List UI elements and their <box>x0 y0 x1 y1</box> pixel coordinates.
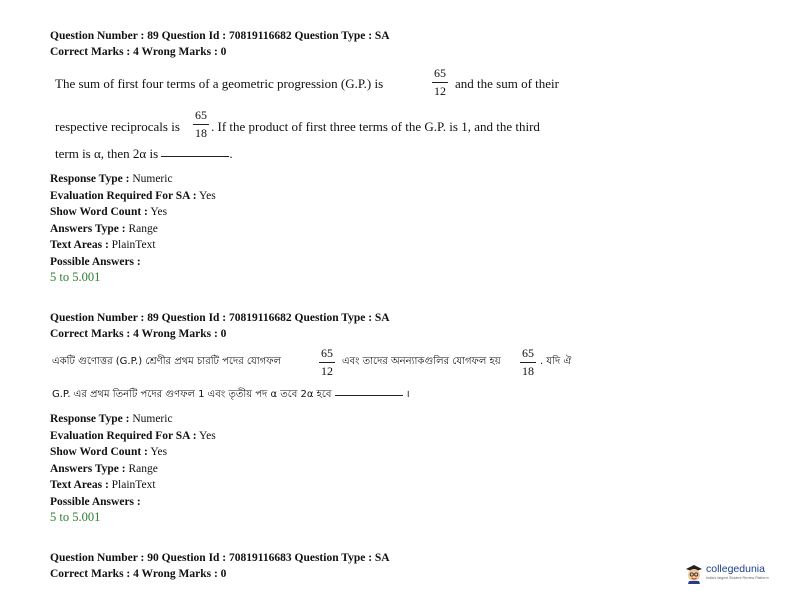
meta-row: Possible Answers : <box>50 495 141 508</box>
question-meta-line: Question Number : 89 Question Id : 70819116682 Question Type : SA <box>50 312 390 324</box>
question-text-line: এবং তাদের অনন্যাকগুলির যোগফল হয় <box>342 356 501 367</box>
answer-blank <box>335 394 403 396</box>
meta-row: Response Type : Numeric <box>50 413 173 425</box>
meta-row: Text Areas : PlainText <box>50 479 156 491</box>
question-header <box>50 28 390 60</box>
marks-line: Correct Marks : 4 Wrong Marks : 0 <box>50 328 227 340</box>
fraction: 65 12 <box>321 346 333 378</box>
logo-wordmark: collegedunia <box>706 563 765 575</box>
question-text-line: The sum of first four terms of a geometric progression (G.P.) is <box>55 76 384 91</box>
collegedunia-logo <box>684 560 784 590</box>
meta-row: Possible Answers : <box>50 255 141 268</box>
question-text-line: একটি গুণোত্তর (G.P.) শ্রেণীর প্রথম চারটি পদের যোগফল <box>52 356 281 367</box>
possible-answer: 5 to 5.001 <box>50 270 101 284</box>
question-text-line: respective reciprocals is <box>55 119 180 134</box>
logo-tagline: India's largest Student Review Platform <box>706 576 769 580</box>
mascot-icon <box>684 562 704 584</box>
fraction: 65 18 <box>522 346 534 378</box>
fraction: 65 12 <box>434 66 446 98</box>
question-header <box>50 550 390 582</box>
possible-answer: 5 to 5.001 <box>50 510 101 524</box>
meta-row: Show Word Count : Yes <box>50 206 168 218</box>
meta-row: Text Areas : PlainText <box>50 239 156 251</box>
meta-row: Evaluation Required For SA : Yes <box>50 429 216 442</box>
meta-row: Evaluation Required For SA : Yes <box>50 189 216 202</box>
question-text-line: term is α, then 2α is . <box>55 146 233 161</box>
meta-row: Answers Type : Range <box>50 462 158 475</box>
question-text-line: . If the product of first three terms of the G.P. is 1, and the third <box>211 119 540 134</box>
question-text-line: G.P. এর প্রথম তিনটি পদের গুণফল 1 এবং তৃতীয় পদ α তবে 2α হবে । <box>52 389 410 400</box>
question-header <box>50 310 390 342</box>
question-text-line: . যদি ঐ <box>540 356 572 367</box>
question-meta-line: Question Number : 90 Question Id : 70819116683 Question Type : SA <box>50 552 390 564</box>
marks-line: Correct Marks : 4 Wrong Marks : 0 <box>50 568 227 580</box>
answer-blank <box>161 155 229 157</box>
marks-line: Correct Marks : 4 Wrong Marks : 0 <box>50 46 227 58</box>
response-meta <box>50 411 216 510</box>
meta-row: Response Type : Numeric <box>50 173 173 185</box>
question-meta-line: Question Number : 89 Question Id : 70819116682 Question Type : SA <box>50 30 390 42</box>
meta-row: Show Word Count : Yes <box>50 446 168 458</box>
question-text-line: and the sum of their <box>455 76 559 91</box>
response-meta <box>50 171 216 270</box>
meta-row: Answers Type : Range <box>50 222 158 235</box>
fraction: 65 18 <box>195 108 207 140</box>
